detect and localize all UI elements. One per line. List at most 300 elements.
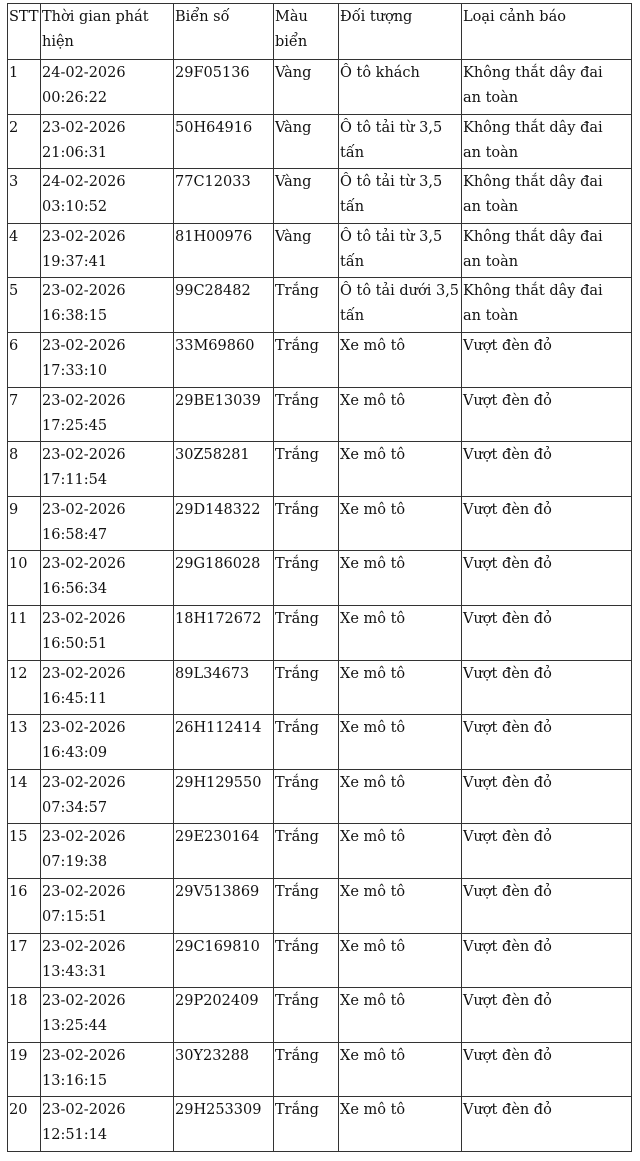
cell-warning-line: an toàn: [463, 253, 519, 270]
cell-warning-line: Vượt đèn đỏ: [463, 392, 552, 409]
cell-plate-line: 33M69860: [175, 337, 255, 354]
cell-warning: [462, 114, 632, 169]
cell-color: [274, 824, 339, 879]
header-stt: STT: [8, 4, 41, 60]
cell-plate-line: 29BE13039: [175, 392, 261, 409]
cell-warning: [462, 1097, 632, 1152]
cell-warning-line: Không thắt dây đai: [463, 228, 603, 245]
cell-plate: [174, 769, 274, 824]
header-object: Đối tượng: [339, 4, 462, 60]
cell-stt-line: 10: [9, 556, 28, 573]
table-row: [8, 660, 632, 715]
cell-color-line: Trắng: [275, 665, 319, 682]
cell-time: [41, 769, 174, 824]
cell-plate-line: 29C169810: [175, 938, 260, 955]
cell-plate: [174, 878, 274, 933]
cell-color: [274, 387, 339, 442]
cell-time-line: 13:43:31: [42, 963, 108, 980]
cell-time-line: 16:38:15: [42, 308, 108, 325]
cell-color: [274, 660, 339, 715]
cell-stt-line: 5: [9, 283, 19, 300]
cell-warning-line: Không thắt dây đai: [463, 283, 603, 300]
cell-warning: [462, 60, 632, 115]
cell-object-line: Xe mô tô: [340, 1047, 406, 1064]
cell-plate-line: 50H64916: [175, 119, 253, 136]
cell-stt-line: 18: [9, 993, 28, 1010]
cell-time: [41, 551, 174, 606]
cell-warning-line: Vượt đèn đỏ: [463, 447, 552, 464]
cell-color-line: Vàng: [275, 65, 312, 81]
cell-time-line: 16:43:09: [42, 745, 108, 762]
cell-warning: [462, 605, 632, 660]
cell-color: [274, 605, 339, 660]
cell-warning: [462, 769, 632, 824]
cell-stt: [8, 332, 41, 387]
cell-plate: [174, 387, 274, 442]
cell-object-line: tấn: [340, 308, 365, 325]
header-time-line: Thời gian phát: [42, 9, 149, 25]
cell-warning: [462, 387, 632, 442]
cell-color-line: Trắng: [275, 501, 319, 518]
cell-time: [41, 824, 174, 879]
cell-stt: [8, 660, 41, 715]
cell-time-line: 23-02-2026: [42, 1102, 126, 1119]
cell-plate: [174, 442, 274, 497]
cell-color: [274, 60, 339, 115]
cell-color: [274, 1042, 339, 1097]
cell-stt: [8, 933, 41, 988]
cell-stt-line: 13: [9, 720, 28, 737]
cell-time: [41, 60, 174, 115]
cell-time: [41, 496, 174, 551]
cell-color-line: Trắng: [275, 556, 319, 573]
cell-color: [274, 933, 339, 988]
cell-plate: [174, 60, 274, 115]
cell-time: [41, 1042, 174, 1097]
cell-time: [41, 442, 174, 497]
cell-stt: [8, 988, 41, 1043]
cell-warning-line: Không thắt dây đai: [463, 119, 603, 136]
table-row: [8, 551, 632, 606]
cell-object-line: Xe mô tô: [340, 610, 406, 627]
cell-plate: [174, 551, 274, 606]
cell-object: [339, 60, 462, 115]
cell-plate-line: 29D148322: [175, 501, 261, 518]
cell-plate: [174, 715, 274, 770]
cell-time-line: 23-02-2026: [42, 337, 126, 354]
cell-plate-line: 29H253309: [175, 1102, 262, 1119]
cell-object: [339, 660, 462, 715]
cell-object-line: Xe mô tô: [340, 938, 406, 955]
cell-warning-line: Vượt đèn đỏ: [463, 610, 552, 627]
cell-time-line: 17:33:10: [42, 362, 108, 379]
cell-warning-line: Vượt đèn đỏ: [463, 774, 552, 791]
cell-warning-line: an toàn: [463, 90, 519, 106]
cell-time-line: 07:34:57: [42, 799, 108, 816]
cell-stt: [8, 223, 41, 278]
cell-object-line: Xe mô tô: [340, 774, 406, 791]
cell-plate-line: 30Y23288: [175, 1047, 250, 1064]
cell-stt-line: 11: [9, 610, 28, 627]
cell-color: [274, 715, 339, 770]
cell-time-line: 16:45:11: [42, 690, 108, 707]
cell-plate-line: 29G186028: [175, 556, 261, 573]
table-row: [8, 715, 632, 770]
cell-time: [41, 1097, 174, 1152]
cell-plate: [174, 660, 274, 715]
cell-warning: [462, 878, 632, 933]
cell-time: [41, 988, 174, 1043]
cell-stt: [8, 551, 41, 606]
cell-object-line: Ô tô tải dưới 3,5: [340, 283, 460, 300]
cell-time: [41, 605, 174, 660]
cell-color: [274, 442, 339, 497]
cell-warning-line: Vượt đèn đỏ: [463, 883, 552, 900]
cell-time: [41, 169, 174, 224]
cell-color: [274, 878, 339, 933]
cell-warning-line: Vượt đèn đỏ: [463, 720, 552, 737]
cell-object-line: tấn: [340, 253, 365, 270]
table-row: [8, 496, 632, 551]
cell-warning-line: Vượt đèn đỏ: [463, 938, 552, 955]
cell-plate: [174, 496, 274, 551]
cell-warning-line: Vượt đèn đỏ: [463, 501, 552, 518]
cell-stt: [8, 442, 41, 497]
cell-warning-line: Không thắt dây đai: [463, 174, 603, 191]
cell-color-line: Trắng: [275, 720, 319, 737]
cell-object: [339, 114, 462, 169]
cell-plate-line: 30Z58281: [175, 447, 250, 464]
cell-time-line: 13:25:44: [42, 1018, 108, 1035]
cell-object: [339, 278, 462, 333]
table-row: [8, 988, 632, 1043]
cell-time: [41, 114, 174, 169]
cell-color: [274, 551, 339, 606]
cell-object: [339, 878, 462, 933]
cell-stt-line: 8: [9, 447, 19, 464]
cell-time-line: 23-02-2026: [42, 283, 126, 300]
cell-warning-line: an toàn: [463, 308, 519, 325]
cell-plate-line: 18H172672: [175, 610, 262, 627]
cell-stt: [8, 387, 41, 442]
cell-color-line: Trắng: [275, 1047, 319, 1064]
cell-stt: [8, 114, 41, 169]
header-warning: Loại cảnh báo: [462, 4, 632, 60]
cell-object: [339, 223, 462, 278]
cell-stt-line: 9: [9, 501, 19, 518]
cell-plate: [174, 223, 274, 278]
cell-time-line: 07:15:51: [42, 908, 108, 925]
table-row: [8, 223, 632, 278]
cell-color: [274, 114, 339, 169]
cell-warning: [462, 715, 632, 770]
cell-time-line: 23-02-2026: [42, 774, 126, 791]
cell-plate: [174, 1097, 274, 1152]
cell-plate: [174, 933, 274, 988]
cell-color-line: Trắng: [275, 829, 319, 846]
cell-time-line: 23-02-2026: [42, 556, 126, 573]
cell-stt-line: 14: [9, 774, 28, 791]
cell-object-line: Xe mô tô: [340, 447, 406, 464]
cell-object-line: Xe mô tô: [340, 1102, 406, 1119]
cell-warning-line: Vượt đèn đỏ: [463, 1102, 552, 1119]
cell-warning-line: Vượt đèn đỏ: [463, 337, 552, 354]
cell-stt-line: 3: [9, 174, 19, 191]
cell-object-line: Xe mô tô: [340, 501, 406, 518]
cell-warning: [462, 988, 632, 1043]
cell-warning: [462, 660, 632, 715]
cell-stt: [8, 169, 41, 224]
cell-time: [41, 933, 174, 988]
cell-object: [339, 496, 462, 551]
cell-object: [339, 332, 462, 387]
cell-stt-line: 12: [9, 665, 28, 682]
cell-plate-line: 29E230164: [175, 829, 260, 846]
cell-object-line: Xe mô tô: [340, 883, 406, 900]
cell-stt-line: 4: [9, 228, 19, 245]
cell-color-line: Trắng: [275, 774, 319, 791]
cell-stt: [8, 715, 41, 770]
cell-object: [339, 387, 462, 442]
cell-warning-line: an toàn: [463, 144, 519, 161]
cell-color: [274, 278, 339, 333]
cell-time-line: 23-02-2026: [42, 665, 126, 682]
cell-warning: [462, 169, 632, 224]
cell-object: [339, 1042, 462, 1097]
cell-plate: [174, 169, 274, 224]
cell-warning-line: an toàn: [463, 199, 519, 216]
violations-table: [7, 3, 632, 1152]
table-row: [8, 1042, 632, 1097]
cell-time-line: 17:25:45: [42, 417, 108, 434]
cell-time: [41, 715, 174, 770]
cell-time-line: 23-02-2026: [42, 829, 126, 846]
cell-time-line: 23-02-2026: [42, 119, 126, 136]
cell-color-line: Trắng: [275, 283, 319, 300]
cell-object-line: tấn: [340, 199, 365, 216]
cell-plate-line: 89L34673: [175, 665, 250, 682]
cell-color-line: Vàng: [275, 119, 312, 136]
cell-warning-line: Vượt đèn đỏ: [463, 993, 552, 1010]
cell-stt-line: 1: [9, 65, 19, 81]
table-row: [8, 442, 632, 497]
table-row: [8, 605, 632, 660]
cell-time-line: 23-02-2026: [42, 501, 126, 518]
table-row: [8, 1097, 632, 1152]
cell-time-line: 23-02-2026: [42, 720, 126, 737]
cell-plate-line: 81H00976: [175, 228, 253, 245]
cell-color: [274, 169, 339, 224]
cell-stt-line: 6: [9, 337, 19, 354]
cell-time-line: 07:19:38: [42, 854, 108, 871]
header-time: [41, 4, 174, 60]
cell-color: [274, 332, 339, 387]
cell-warning: [462, 824, 632, 879]
cell-object-line: Ô tô tải từ 3,5: [340, 174, 443, 191]
cell-stt-line: 17: [9, 938, 28, 955]
cell-color-line: Trắng: [275, 883, 319, 900]
cell-time-line: 17:11:54: [42, 472, 108, 489]
cell-plate-line: 29P202409: [175, 993, 259, 1010]
cell-time-line: 03:10:52: [42, 199, 108, 216]
header-color-line: biển: [275, 34, 308, 50]
cell-object-line: Xe mô tô: [340, 665, 406, 682]
cell-time-line: 23-02-2026: [42, 610, 126, 627]
cell-stt: [8, 878, 41, 933]
table-row: [8, 824, 632, 879]
cell-object-line: Xe mô tô: [340, 337, 406, 354]
cell-color-line: Vàng: [275, 228, 312, 245]
table-header: [8, 4, 632, 60]
cell-warning: [462, 933, 632, 988]
cell-object-line: Xe mô tô: [340, 720, 406, 737]
cell-plate: [174, 278, 274, 333]
cell-color: [274, 1097, 339, 1152]
cell-plate: [174, 114, 274, 169]
cell-stt-line: 2: [9, 119, 19, 136]
cell-time-line: 23-02-2026: [42, 938, 126, 955]
cell-time: [41, 878, 174, 933]
cell-warning-line: Vượt đèn đỏ: [463, 556, 552, 573]
cell-plate-line: 29V513869: [175, 883, 260, 900]
cell-object-line: Ô tô tải từ 3,5: [340, 119, 443, 136]
cell-color: [274, 496, 339, 551]
cell-object: [339, 715, 462, 770]
cell-color: [274, 988, 339, 1043]
header-color: [274, 4, 339, 60]
table-row: [8, 114, 632, 169]
cell-warning: [462, 551, 632, 606]
cell-stt: [8, 496, 41, 551]
cell-object: [339, 769, 462, 824]
table-row: [8, 332, 632, 387]
cell-plate: [174, 605, 274, 660]
cell-warning-line: Vượt đèn đỏ: [463, 1047, 552, 1064]
cell-stt-line: 15: [9, 829, 28, 846]
cell-object-line: Xe mô tô: [340, 556, 406, 573]
cell-color-line: Trắng: [275, 392, 319, 409]
cell-warning: [462, 496, 632, 551]
table-row: [8, 278, 632, 333]
cell-warning: [462, 223, 632, 278]
cell-time-line: 16:50:51: [42, 635, 108, 652]
header-time-line: hiện: [42, 34, 74, 50]
cell-warning-line: Vượt đèn đỏ: [463, 829, 552, 846]
cell-color-line: Trắng: [275, 447, 319, 464]
cell-stt: [8, 824, 41, 879]
cell-time-line: 23-02-2026: [42, 883, 126, 900]
cell-stt-line: 7: [9, 392, 19, 409]
cell-time-line: 16:58:47: [42, 526, 108, 543]
cell-time-line: 23-02-2026: [42, 447, 126, 464]
cell-warning: [462, 1042, 632, 1097]
table-row: [8, 60, 632, 115]
cell-warning-line: Vượt đèn đỏ: [463, 665, 552, 682]
cell-stt: [8, 1042, 41, 1097]
table-row: [8, 169, 632, 224]
cell-color-line: Vàng: [275, 174, 312, 191]
cell-time-line: 23-02-2026: [42, 392, 126, 409]
cell-color-line: Trắng: [275, 1102, 319, 1119]
table-row: [8, 878, 632, 933]
cell-plate: [174, 988, 274, 1043]
cell-color-line: Trắng: [275, 610, 319, 627]
cell-object: [339, 442, 462, 497]
cell-color-line: Trắng: [275, 993, 319, 1010]
cell-time: [41, 223, 174, 278]
table-row: [8, 769, 632, 824]
cell-object: [339, 933, 462, 988]
cell-object: [339, 169, 462, 224]
cell-object-line: Xe mô tô: [340, 829, 406, 846]
cell-stt-line: 16: [9, 883, 28, 900]
cell-warning: [462, 442, 632, 497]
cell-time: [41, 332, 174, 387]
cell-plate: [174, 1042, 274, 1097]
cell-object: [339, 551, 462, 606]
cell-warning: [462, 332, 632, 387]
cell-color-line: Trắng: [275, 938, 319, 955]
cell-object-line: Ô tô tải từ 3,5: [340, 228, 443, 245]
cell-time-line: 23-02-2026: [42, 1047, 126, 1064]
cell-time-line: 19:37:41: [42, 253, 108, 270]
cell-time: [41, 387, 174, 442]
cell-time-line: 00:26:22: [42, 90, 108, 106]
cell-object: [339, 605, 462, 660]
cell-stt: [8, 1097, 41, 1152]
cell-warning-line: Không thắt dây đai: [463, 65, 603, 81]
cell-object-line: Xe mô tô: [340, 392, 406, 409]
cell-plate-line: 29F05136: [175, 65, 250, 81]
cell-time-line: 16:56:34: [42, 581, 108, 598]
cell-time-line: 24-02-2026: [42, 65, 126, 81]
cell-stt: [8, 278, 41, 333]
cell-warning: [462, 278, 632, 333]
cell-time-line: 23-02-2026: [42, 228, 126, 245]
header-row: [8, 4, 632, 60]
cell-plate-line: 99C28482: [175, 283, 251, 300]
cell-object-line: Ô tô khách: [340, 65, 420, 81]
cell-object: [339, 1097, 462, 1152]
table-row: [8, 387, 632, 442]
cell-color-line: Trắng: [275, 337, 319, 354]
cell-object-line: Xe mô tô: [340, 993, 406, 1010]
cell-time: [41, 660, 174, 715]
cell-plate-line: 77C12033: [175, 174, 251, 191]
cell-time-line: 21:06:31: [42, 144, 108, 161]
cell-time: [41, 278, 174, 333]
cell-object: [339, 988, 462, 1043]
cell-object: [339, 824, 462, 879]
cell-color: [274, 223, 339, 278]
cell-time-line: 23-02-2026: [42, 993, 126, 1010]
cell-time-line: 13:16:15: [42, 1072, 108, 1089]
header-plate: Biển số: [174, 4, 274, 60]
cell-stt: [8, 60, 41, 115]
table-row: [8, 933, 632, 988]
cell-stt: [8, 605, 41, 660]
table-body: [8, 60, 632, 1152]
header-color-line: Màu: [275, 9, 308, 25]
cell-plate: [174, 332, 274, 387]
cell-plate: [174, 824, 274, 879]
cell-time-line: 24-02-2026: [42, 174, 126, 191]
cell-color: [274, 769, 339, 824]
cell-stt-line: 20: [9, 1102, 28, 1119]
cell-plate-line: 29H129550: [175, 774, 262, 791]
cell-plate-line: 26H112414: [175, 720, 262, 737]
cell-object-line: tấn: [340, 144, 365, 161]
